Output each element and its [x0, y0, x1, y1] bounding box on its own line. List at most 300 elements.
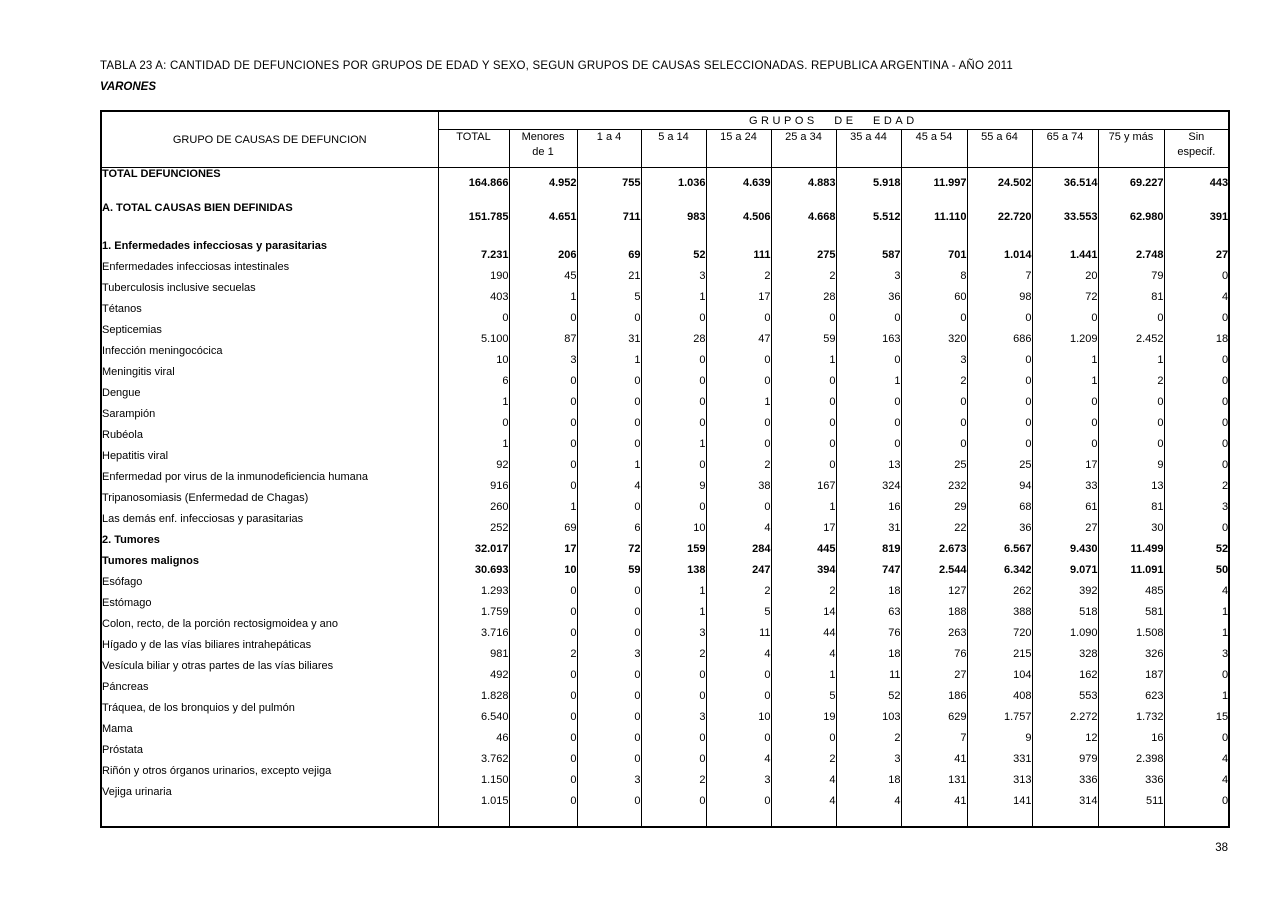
spacer-row — [101, 223, 1229, 240]
value-cell: 262 — [967, 576, 1032, 597]
value-cell: 1 — [641, 282, 706, 303]
cause-label: Tétanos — [101, 303, 438, 324]
value-cell: 41 — [901, 786, 967, 807]
value-cell: 686 — [967, 324, 1032, 345]
value-cell: 10 — [438, 345, 509, 366]
value-cell: 5 — [706, 597, 771, 618]
value-cell: 3 — [1164, 639, 1229, 660]
value-cell: 0 — [577, 597, 641, 618]
value-cell: 167 — [771, 471, 836, 492]
value-cell: 260 — [438, 492, 509, 513]
cause-label: Tripanosomiasis (Enfermedad de Chagas) — [101, 492, 438, 513]
value-cell: 1 — [1164, 618, 1229, 639]
value-cell: 0 — [509, 387, 577, 408]
value-cell: 252 — [438, 513, 509, 534]
value-cell: 0 — [577, 786, 641, 807]
table-row — [101, 168, 1229, 189]
value-cell: 138 — [641, 555, 706, 576]
cause-label: Hígado y de las vías biliares intrahepáticas — [101, 639, 438, 660]
empty-cell — [771, 807, 836, 827]
column-header: 15 a 24 — [706, 130, 771, 168]
value-cell: 0 — [577, 681, 641, 702]
cause-label: Rubéola — [101, 429, 438, 450]
value-cell: 0 — [438, 408, 509, 429]
value-cell: 103 — [836, 702, 901, 723]
value-cell: 9 — [1098, 450, 1164, 471]
value-cell: 443 — [1164, 168, 1229, 189]
value-cell: 3 — [641, 618, 706, 639]
value-cell: 0 — [771, 429, 836, 450]
value-cell: 0 — [1098, 408, 1164, 429]
value-cell: 324 — [836, 471, 901, 492]
table-row — [101, 345, 1229, 366]
value-cell: 0 — [706, 723, 771, 744]
table-row — [101, 597, 1229, 618]
value-cell: 4 — [577, 471, 641, 492]
value-cell: 3 — [641, 261, 706, 282]
value-cell: 979 — [1032, 744, 1098, 765]
value-cell: 0 — [706, 429, 771, 450]
column-header: 1 a 4 — [577, 130, 641, 168]
value-cell: 5 — [577, 282, 641, 303]
value-cell: 320 — [901, 324, 967, 345]
table-row — [101, 240, 1229, 261]
value-cell: 701 — [901, 240, 967, 261]
value-cell: 0 — [706, 786, 771, 807]
value-cell: 0 — [706, 345, 771, 366]
value-cell: 1 — [1164, 597, 1229, 618]
table-row — [101, 202, 1229, 223]
spacer-row — [101, 189, 1229, 202]
value-cell: 0 — [967, 345, 1032, 366]
value-cell: 1 — [438, 387, 509, 408]
empty-cell — [967, 189, 1032, 202]
value-cell: 0 — [706, 408, 771, 429]
column-header-causes: GRUPO DE CAUSAS DE DEFUNCION — [101, 111, 438, 168]
value-cell: 60 — [901, 282, 967, 303]
table-header — [101, 111, 1229, 168]
value-cell: 0 — [641, 492, 706, 513]
cause-label: Vesícula biliar y otras partes de las vías biliares — [101, 660, 438, 681]
value-cell: 0 — [967, 387, 1032, 408]
value-cell: 0 — [836, 408, 901, 429]
value-cell: 916 — [438, 471, 509, 492]
value-cell: 2 — [509, 639, 577, 660]
empty-cell — [509, 189, 577, 202]
value-cell: 11 — [706, 618, 771, 639]
table-row — [101, 366, 1229, 387]
value-cell: 1 — [706, 387, 771, 408]
value-cell: 2 — [836, 723, 901, 744]
value-cell: 9.430 — [1032, 534, 1098, 555]
value-cell: 0 — [509, 765, 577, 786]
cause-label: Sarampión — [101, 408, 438, 429]
value-cell: 0 — [901, 387, 967, 408]
column-header: 5 a 14 — [641, 130, 706, 168]
value-cell: 0 — [641, 681, 706, 702]
empty-cell — [101, 807, 438, 827]
column-header: Sin especif. — [1164, 130, 1229, 168]
value-cell: 11.091 — [1098, 555, 1164, 576]
value-cell: 2 — [771, 261, 836, 282]
value-cell: 1 — [771, 345, 836, 366]
empty-cell — [1032, 223, 1098, 240]
cause-label: Las demás enf. infecciosas y parasitarias — [101, 513, 438, 534]
value-cell: 0 — [1032, 387, 1098, 408]
table-row — [101, 303, 1229, 324]
value-cell: 33.553 — [1032, 202, 1098, 223]
value-cell: 232 — [901, 471, 967, 492]
value-cell: 50 — [1164, 555, 1229, 576]
value-cell: 0 — [836, 303, 901, 324]
value-cell: 1 — [509, 492, 577, 513]
value-cell: 0 — [438, 303, 509, 324]
value-cell: 3 — [577, 765, 641, 786]
value-cell: 1 — [836, 366, 901, 387]
value-cell: 0 — [641, 345, 706, 366]
value-cell: 983 — [641, 202, 706, 223]
value-cell: 1 — [641, 429, 706, 450]
value-cell: 8 — [901, 261, 967, 282]
table-row — [101, 765, 1229, 786]
value-cell: 3 — [706, 765, 771, 786]
value-cell: 0 — [641, 408, 706, 429]
value-cell: 2.452 — [1098, 324, 1164, 345]
value-cell: 0 — [706, 366, 771, 387]
value-cell: 79 — [1098, 261, 1164, 282]
value-cell: 391 — [1164, 202, 1229, 223]
value-cell: 408 — [967, 681, 1032, 702]
cause-label: Tuberculosis inclusive secuelas — [101, 282, 438, 303]
value-cell: 24.502 — [967, 168, 1032, 189]
table-row — [101, 681, 1229, 702]
value-cell: 2 — [706, 450, 771, 471]
value-cell: 485 — [1098, 576, 1164, 597]
cause-label: Estómago — [101, 597, 438, 618]
empty-cell — [577, 189, 641, 202]
value-cell: 20 — [1032, 261, 1098, 282]
column-header: Menores de 1 — [509, 130, 577, 168]
value-cell: 10 — [706, 702, 771, 723]
value-cell: 28 — [641, 324, 706, 345]
value-cell: 0 — [577, 576, 641, 597]
value-cell: 0 — [901, 303, 967, 324]
empty-cell — [641, 189, 706, 202]
value-cell: 69 — [509, 513, 577, 534]
value-cell: 2.673 — [901, 534, 967, 555]
value-cell: 63 — [836, 597, 901, 618]
empty-cell — [641, 807, 706, 827]
value-cell: 22.720 — [967, 202, 1032, 223]
value-cell: 131 — [901, 765, 967, 786]
value-cell: 0 — [901, 429, 967, 450]
value-cell: 27 — [1032, 513, 1098, 534]
empty-cell — [1098, 223, 1164, 240]
value-cell: 45 — [509, 261, 577, 282]
value-cell: 0 — [577, 618, 641, 639]
table-row — [101, 387, 1229, 408]
empty-cell — [509, 223, 577, 240]
value-cell: 17 — [771, 513, 836, 534]
value-cell: 52 — [641, 240, 706, 261]
value-cell: 0 — [509, 702, 577, 723]
value-cell: 3.716 — [438, 618, 509, 639]
value-cell: 553 — [1032, 681, 1098, 702]
cause-label: Mama — [101, 723, 438, 744]
value-cell: 711 — [577, 202, 641, 223]
table-row — [101, 660, 1229, 681]
column-header: 35 a 44 — [836, 130, 901, 168]
empty-cell — [836, 807, 901, 827]
value-cell: 0 — [577, 492, 641, 513]
value-cell: 0 — [1164, 303, 1229, 324]
value-cell: 163 — [836, 324, 901, 345]
value-cell: 6 — [438, 366, 509, 387]
value-cell: 4 — [1164, 744, 1229, 765]
table-row — [101, 471, 1229, 492]
value-cell: 263 — [901, 618, 967, 639]
value-cell: 36 — [967, 513, 1032, 534]
value-cell: 6 — [577, 513, 641, 534]
table-row — [101, 513, 1229, 534]
value-cell: 4 — [771, 765, 836, 786]
cause-label: Páncreas — [101, 681, 438, 702]
value-cell: 0 — [577, 366, 641, 387]
value-cell: 0 — [641, 366, 706, 387]
column-header: 45 a 54 — [901, 130, 967, 168]
value-cell: 747 — [836, 555, 901, 576]
value-cell: 0 — [509, 366, 577, 387]
value-cell: 4 — [771, 786, 836, 807]
value-cell: 326 — [1098, 639, 1164, 660]
value-cell: 1 — [771, 660, 836, 681]
value-cell: 4 — [706, 513, 771, 534]
value-cell: 9 — [641, 471, 706, 492]
value-cell: 0 — [1164, 723, 1229, 744]
value-cell: 13 — [1098, 471, 1164, 492]
value-cell: 44 — [771, 618, 836, 639]
value-cell: 27 — [1164, 240, 1229, 261]
cause-label: Riñón y otros órganos urinarios, excepto vejiga — [101, 765, 438, 786]
value-cell: 1.293 — [438, 576, 509, 597]
value-cell: 17 — [509, 534, 577, 555]
value-cell: 0 — [641, 744, 706, 765]
value-cell: 11.997 — [901, 168, 967, 189]
value-cell: 587 — [836, 240, 901, 261]
value-cell: 1 — [1032, 345, 1098, 366]
value-cell: 284 — [706, 534, 771, 555]
table-row — [101, 786, 1229, 807]
value-cell: 0 — [577, 744, 641, 765]
value-cell: 4.883 — [771, 168, 836, 189]
value-cell: 72 — [1032, 282, 1098, 303]
value-cell: 10 — [641, 513, 706, 534]
value-cell: 92 — [438, 450, 509, 471]
value-cell: 4 — [706, 639, 771, 660]
table-title: TABLA 23 A: CANTIDAD DE DEFUNCIONES POR GRUPOS DE EDAD Y SEXO, SEGUN GRUPOS DE CAUSAS SELECCIONADAS. REPUBLICA ARGENTINA - AÑO 2011 — [100, 60, 1014, 72]
empty-cell — [1164, 807, 1229, 827]
value-cell: 7 — [967, 261, 1032, 282]
value-cell: 981 — [438, 639, 509, 660]
value-cell: 27 — [901, 660, 967, 681]
value-cell: 164.866 — [438, 168, 509, 189]
empty-cell — [901, 189, 967, 202]
value-cell: 0 — [509, 303, 577, 324]
value-cell: 0 — [1164, 660, 1229, 681]
cause-label: 1. Enfermedades infecciosas y parasitarias — [101, 240, 438, 261]
value-cell: 0 — [706, 660, 771, 681]
value-cell: 6.342 — [967, 555, 1032, 576]
table-row — [101, 534, 1229, 555]
value-cell: 159 — [641, 534, 706, 555]
value-cell: 0 — [771, 366, 836, 387]
empty-cell — [438, 807, 509, 827]
value-cell: 18 — [836, 576, 901, 597]
value-cell: 5.918 — [836, 168, 901, 189]
cause-label: Esófago — [101, 576, 438, 597]
value-cell: 104 — [967, 660, 1032, 681]
empty-cell — [1098, 189, 1164, 202]
value-cell: 0 — [1164, 786, 1229, 807]
value-cell: 1 — [771, 492, 836, 513]
empty-cell — [1164, 223, 1229, 240]
value-cell: 1 — [577, 450, 641, 471]
empty-cell — [509, 807, 577, 827]
value-cell: 4 — [771, 639, 836, 660]
empty-cell — [967, 223, 1032, 240]
empty-cell — [641, 223, 706, 240]
value-cell: 12 — [1032, 723, 1098, 744]
value-cell: 0 — [771, 408, 836, 429]
value-cell: 0 — [836, 345, 901, 366]
value-cell: 18 — [836, 639, 901, 660]
value-cell: 2 — [771, 744, 836, 765]
value-cell: 4 — [1164, 765, 1229, 786]
value-cell: 206 — [509, 240, 577, 261]
value-cell: 186 — [901, 681, 967, 702]
empty-cell — [577, 807, 641, 827]
value-cell: 0 — [706, 492, 771, 513]
value-cell: 162 — [1032, 660, 1098, 681]
spacer-row — [101, 807, 1229, 827]
value-cell: 16 — [1098, 723, 1164, 744]
value-cell: 0 — [1032, 429, 1098, 450]
value-cell: 2 — [901, 366, 967, 387]
value-cell: 2 — [706, 576, 771, 597]
value-cell: 10 — [509, 555, 577, 576]
column-header: 25 a 34 — [771, 130, 836, 168]
value-cell: 36 — [836, 282, 901, 303]
cause-label: Septicemias — [101, 324, 438, 345]
value-cell: 5 — [771, 681, 836, 702]
value-cell: 9.071 — [1032, 555, 1098, 576]
table-row — [101, 450, 1229, 471]
value-cell: 32.017 — [438, 534, 509, 555]
value-cell: 0 — [967, 429, 1032, 450]
value-cell: 0 — [1032, 303, 1098, 324]
value-cell: 2 — [1164, 471, 1229, 492]
value-cell: 14 — [771, 597, 836, 618]
value-cell: 0 — [1164, 387, 1229, 408]
value-cell: 68 — [967, 492, 1032, 513]
table-row — [101, 429, 1229, 450]
span-header-row — [101, 111, 1229, 130]
value-cell: 0 — [706, 681, 771, 702]
value-cell: 0 — [509, 576, 577, 597]
value-cell: 0 — [836, 429, 901, 450]
value-cell: 5.100 — [438, 324, 509, 345]
value-cell: 0 — [1032, 408, 1098, 429]
value-cell: 755 — [577, 168, 641, 189]
value-cell: 36.514 — [1032, 168, 1098, 189]
value-cell: 151.785 — [438, 202, 509, 223]
value-cell: 2.748 — [1098, 240, 1164, 261]
value-cell: 18 — [836, 765, 901, 786]
table-row — [101, 324, 1229, 345]
value-cell: 0 — [641, 387, 706, 408]
table-row — [101, 408, 1229, 429]
empty-cell — [706, 223, 771, 240]
value-cell: 0 — [577, 303, 641, 324]
value-cell: 0 — [509, 408, 577, 429]
value-cell: 15 — [1164, 702, 1229, 723]
table-row — [101, 261, 1229, 282]
column-header: 55 a 64 — [967, 130, 1032, 168]
value-cell: 72 — [577, 534, 641, 555]
column-header: 75 y más — [1098, 130, 1164, 168]
value-cell: 61 — [1032, 492, 1098, 513]
value-cell: 18 — [1164, 324, 1229, 345]
table-row — [101, 744, 1229, 765]
value-cell: 3 — [901, 345, 967, 366]
value-cell: 31 — [836, 513, 901, 534]
value-cell: 2 — [641, 639, 706, 660]
value-cell: 76 — [901, 639, 967, 660]
value-cell: 0 — [641, 786, 706, 807]
value-cell: 141 — [967, 786, 1032, 807]
empty-cell — [836, 189, 901, 202]
value-cell: 331 — [967, 744, 1032, 765]
value-cell: 0 — [1164, 345, 1229, 366]
value-cell: 1.732 — [1098, 702, 1164, 723]
value-cell: 511 — [1098, 786, 1164, 807]
table-row — [101, 555, 1229, 576]
value-cell: 94 — [967, 471, 1032, 492]
value-cell: 4 — [706, 744, 771, 765]
value-cell: 3 — [1164, 492, 1229, 513]
value-cell: 4 — [836, 786, 901, 807]
value-cell: 9 — [967, 723, 1032, 744]
value-cell: 4.506 — [706, 202, 771, 223]
value-cell: 0 — [509, 597, 577, 618]
value-cell: 4.651 — [509, 202, 577, 223]
empty-cell — [1164, 189, 1229, 202]
value-cell: 518 — [1032, 597, 1098, 618]
value-cell: 69 — [577, 240, 641, 261]
value-cell: 190 — [438, 261, 509, 282]
value-cell: 25 — [901, 450, 967, 471]
value-cell: 21 — [577, 261, 641, 282]
value-cell: 6.567 — [967, 534, 1032, 555]
value-cell: 0 — [901, 408, 967, 429]
value-cell: 0 — [509, 471, 577, 492]
value-cell: 0 — [1098, 387, 1164, 408]
value-cell: 0 — [771, 450, 836, 471]
value-cell: 1 — [641, 597, 706, 618]
value-cell: 1.757 — [967, 702, 1032, 723]
cause-label: Tumores malignos — [101, 555, 438, 576]
value-cell: 1.209 — [1032, 324, 1098, 345]
